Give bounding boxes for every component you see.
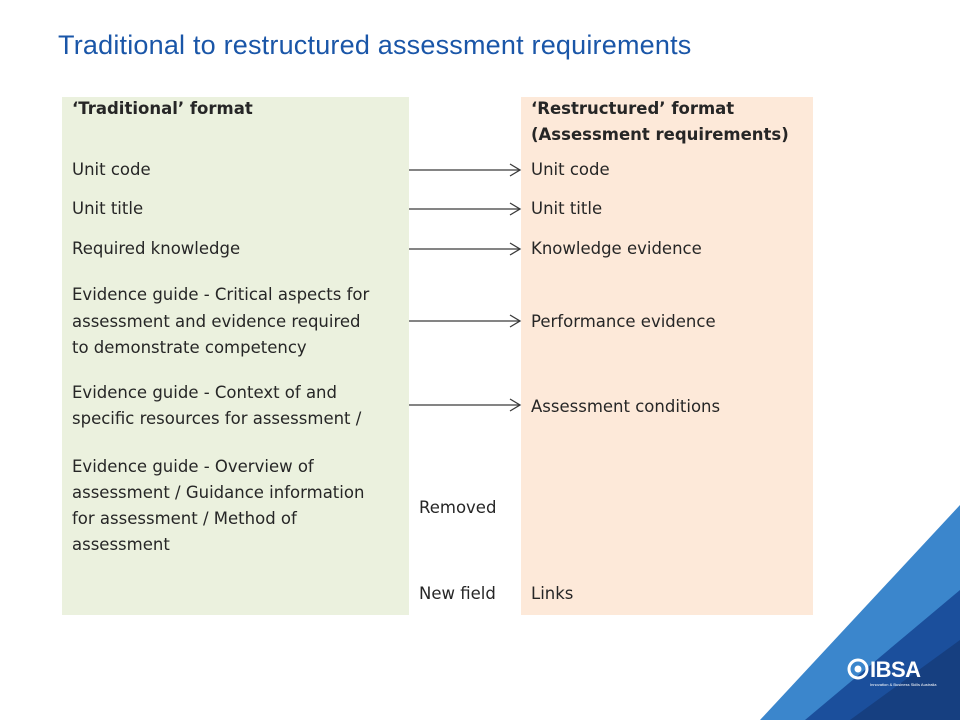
left-item-overview-line-3: for assessment / Method of [72, 509, 297, 528]
restructured-format-header-line-2: (Assessment requirements) [531, 125, 789, 144]
left-item-critical-aspects-line-3: to demonstrate competency [72, 338, 307, 357]
left-item-overview-line-2: assessment / Guidance information [72, 483, 365, 502]
left-item-critical-aspects-line-1: Evidence guide - Critical aspects for [72, 285, 370, 304]
right-item-unit-title: Unit title [531, 199, 603, 218]
left-item-unit-title: Unit title [72, 199, 144, 218]
left-item-context-line-2: specific resources for assessment / [72, 409, 362, 428]
right-item-unit-code: Unit code [531, 160, 610, 179]
right-item-links: Links [531, 584, 574, 603]
right-item-performance-evidence: Performance evidence [531, 312, 716, 331]
removed-label: Removed [419, 498, 497, 517]
left-item-critical-aspects-line-2: assessment and evidence required [72, 312, 361, 331]
restructured-format-header-line-1: ‘Restructured’ format [531, 99, 735, 118]
left-item-context-line-1: Evidence guide - Context of and [72, 383, 337, 402]
ibsa-logo-tagline: Innovation & Business Skills Australia [870, 682, 937, 687]
left-item-overview-line-4: assessment [72, 535, 170, 554]
new-field-label: New field [419, 584, 496, 603]
left-item-overview-line-1: Evidence guide - Overview of [72, 457, 314, 476]
ibsa-logo-mark [846, 655, 872, 685]
traditional-format-header: ‘Traditional’ format [72, 99, 253, 118]
ibsa-logo-text: IBSA [870, 657, 921, 682]
right-item-knowledge-evidence: Knowledge evidence [531, 239, 702, 258]
left-item-unit-code: Unit code [72, 160, 151, 179]
right-item-assessment-conditions: Assessment conditions [531, 397, 721, 416]
ibsa-logo [846, 655, 937, 691]
left-item-required-knowledge: Required knowledge [72, 239, 241, 258]
slide-title: Traditional to restructured assessment requirements [58, 30, 692, 60]
